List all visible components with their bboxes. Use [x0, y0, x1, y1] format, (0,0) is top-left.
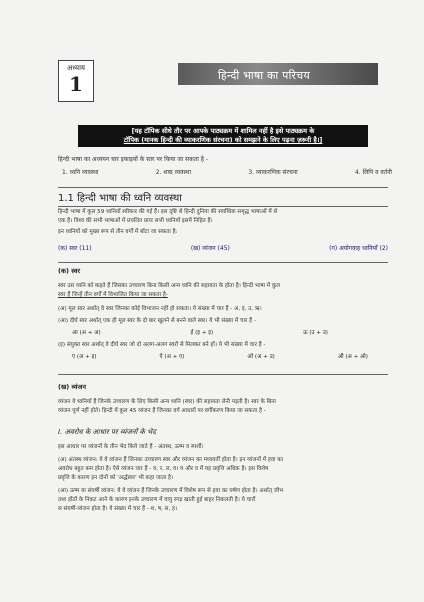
- category-ayogvah: (ग) अयोगवाह ध्वनियाँ (2): [329, 245, 388, 252]
- paragraph-line: एक है। विश्व की सभी भाषाओं में प्रचलित प्रायः सभी ध्वनियाँ इसमें निहित हैं।: [58, 218, 213, 224]
- paragraph-line: हिन्दी भाषा में कुल 59 ध्वनियाँ स्वीकार की गई हैं। इस दृष्टि से हिन्दी दुनिया की सर्वाधिक समृद्ध भाषाओं में से: [58, 209, 278, 215]
- chapter-badge: [58, 60, 94, 102]
- section-heading: 1.1 हिन्दी भाषा की ध्वनि व्यवस्था: [58, 187, 388, 207]
- pair-item: आ (अ + अ): [72, 330, 101, 336]
- unit-item: 3. व्याकरणिक संरचना: [248, 169, 298, 176]
- category-row: [58, 244, 388, 252]
- paragraph-line: (अ) मूल स्वर अर्थात् वे स्वर जिनका कोई विभाजन नहीं हो सकता। ये संख्या में चार हैं - अ, इ, उ, ऋ।: [58, 306, 262, 312]
- divider: [58, 374, 388, 375]
- paragraph-line: (अ) अंतस्थ व्यंजन: ये वे व्यंजन हैं जिनका उच्चारण स्वर और व्यंजन का मध्यवर्ती होता है। इन व्यंजनों में हवा का: [58, 457, 283, 463]
- paragraph-line: व्यंजन पूर्ण नहीं होते। हिन्दी में कुल 45 व्यंजन हैं जिनका वर्ग आधारों पर वर्गीकरण किया जा सकता है -: [58, 408, 266, 414]
- paragraph-line: स्वर हैं जिन्हें तीन वर्गों में विभाजित किया जा सकता है-: [58, 292, 168, 298]
- syllabus-note: [78, 125, 368, 147]
- swar-heading: (क) स्वर: [58, 267, 80, 275]
- paragraph-line: अवरोध बहुत कम होता है। ऐसे व्यंजन चार हैं - य, र, ल, व। य और व में यह प्रवृत्ति अधिक है। इस विशेष: [58, 466, 269, 472]
- divider: [58, 262, 388, 263]
- chapter-number: 1: [69, 72, 83, 96]
- chapter-label: अध्याय: [67, 64, 85, 72]
- vyanjan-heading: (ख) व्यंजन: [58, 383, 86, 391]
- category-vyanjan: (ख) व्यंजन (45): [190, 245, 230, 252]
- unit-item: 4. लिपि व वर्तनी: [354, 169, 392, 176]
- pair-item: ऊ (उ + उ): [303, 330, 328, 336]
- subsection-heading: I. अवरोध के आधार पर व्यंजनों के भेद: [58, 428, 156, 436]
- paragraph-line: (इ) संयुक्त स्वर अर्थात् वे दीर्घ स्वर जो दो अलग-अलग स्वरों से मिलकर बने हों। ये भी संख्या में चार हैं -: [58, 342, 266, 348]
- pairs-row: [58, 328, 388, 336]
- paragraph-line: (आ) ऊष्म या संघर्षी व्यंजन: ये वे व्यंजन हैं जिनके उच्चारण में विशेष रूप से हवा का घर्षण होता है। अर्थात् जीभ: [58, 488, 284, 494]
- unit-item: 2. शब्द व्यवस्था: [155, 169, 192, 176]
- paragraph-line: स्वर उस ध्वनि को कहते हैं जिसका उच्चारण बिना किसी अन्य ध्वनि की सहायता के होता है। हिन्दी भाषा में कुल: [58, 283, 280, 289]
- paragraph-line: इन ध्वनियों को मुख्य रूप से तीन वर्गों में बाँटा जा सकता है:: [58, 229, 178, 235]
- paragraph-line: प्रवृत्ति के कारण इन दोनों को 'अर्द्धस्वर' भी कहा जाता है।: [58, 475, 174, 481]
- chapter-title: हिन्दी भाषा का परिचय: [218, 69, 310, 82]
- pair-item: औ (अ + ओ): [337, 354, 368, 360]
- note-line-1: [यह टॉपिक सीधे तौर पर आपके पाठ्यक्रम में शामिल नहीं है इसे पाठ्यक्रम के: [131, 127, 315, 135]
- pairs-row: [58, 352, 388, 360]
- pair-item: ऐ (अ + ए): [159, 354, 185, 360]
- paragraph-line: तथा होंठों के निकट आने के कारण इनके उच्चारण में वायु रगड़ खाती हुई बाहर निकलती है। ये चारों: [58, 497, 256, 503]
- pair-item: ई (इ + इ): [190, 330, 214, 336]
- paragraph-line: व्यंजन वे ध्वनियाँ हैं जिनके उच्चारण के लिए किसी अन्य ध्वनि (स्वर) की सहायता लेनी पड़ती है। स्वर के बिना: [58, 399, 276, 405]
- pair-item: ए (अ + इ): [72, 354, 97, 360]
- unit-item: 1. ध्वनि व्यवस्था: [62, 169, 99, 176]
- intro-text: हिन्दी भाषा का अध्ययन चार इकाइयों के स्तर पर किया जा सकता है -: [58, 156, 208, 163]
- paragraph-line: इस आधार पर व्यंजनों के तीन भेद किये जाते हैं - अंतस्थ, ऊष्म व स्पर्शी।: [58, 444, 204, 450]
- paragraph-line: स संघर्षी-व्यंजन होता है। ये संख्या में चार हैं - श, ष, स, ह।: [58, 506, 178, 512]
- paragraph-line: (आ) दीर्घ स्वर अर्थात् एक ही मूल स्वर के दो बार खुलने से बनने वाले स्वर। ये भी संख्या में चार हैं -: [58, 318, 256, 324]
- pair-item: ओ (अ + उ): [247, 354, 275, 360]
- note-line-2: टॉपिक (मानक हिन्दी की व्याकरणिक संरचना) को समझने के लिए पढ़ना ज़रूरी है।]: [123, 136, 323, 144]
- units-list: [62, 168, 392, 176]
- category-swar: (क) स्वर (11): [58, 245, 92, 252]
